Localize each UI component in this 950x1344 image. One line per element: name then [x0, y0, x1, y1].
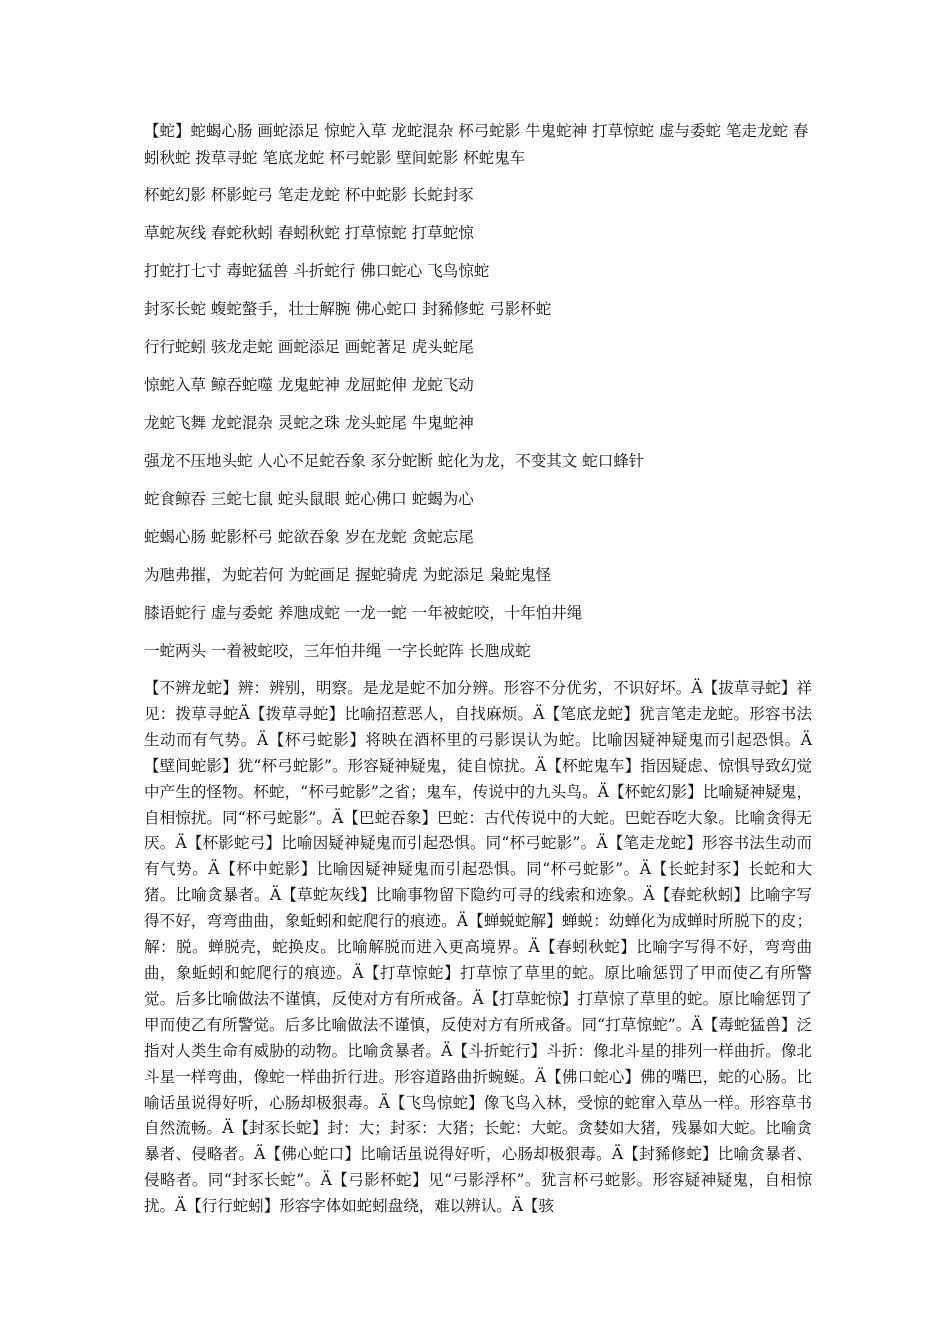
intro-paragraph: 【蛇】蛇蝎心肠 画蛇添足 惊蛇入草 龙蛇混杂 杯弓蛇影 牛鬼蛇神 打草惊蛇 虚与委蛇 笔走龙蛇 春蚓秋蛇 拨草寻蛇 笔底龙蛇 杯弓蛇影 壁间蛇影 杯蛇鬼车 [144, 122, 809, 167]
idiom-list-line-10: 蛇蝎心肠 蛇影杯弓 蛇欲吞象 岁在龙蛇 贪蛇忘尾 [144, 528, 474, 546]
idiom-list-line-2: 草蛇灰线 春蛇秋蚓 春蚓秋蛇 打草惊蛇 打草蛇惊 [144, 224, 474, 242]
idiom-list-line-13: 一蛇两头 一着被蛇咬，三年怕井绳 一字长蛇阵 长虺成蛇 [144, 642, 531, 660]
idiom-list-line-11: 为虺弗摧，为蛇若何 为蛇画足 握蛇骑虎 为蛇添足 枭蛇鬼怪 [144, 566, 552, 584]
idiom-list-line-9: 蛇食鲸吞 三蛇七鼠 蛇头鼠眼 蛇心佛口 蛇蝎为心 [144, 490, 474, 508]
document-page [144, 118, 812, 1220]
idiom-list-line-6: 惊蛇入草 鲸吞蛇噬 龙鬼蛇神 龙屈蛇伸 龙蛇飞动 [144, 376, 474, 394]
idiom-list-line-1: 杯蛇幻影 杯影蛇弓 笔走龙蛇 杯中蛇影 长蛇封豕 [144, 186, 474, 204]
idiom-list-line-7: 龙蛇飞舞 龙蛇混杂 灵蛇之珠 龙头蛇尾 牛鬼蛇神 [144, 414, 474, 432]
idiom-list-line-8: 强龙不压地头蛇 人心不足蛇吞象 豕分蛇断 蛇化为龙，不变其文 蛇口蜂针 [144, 452, 645, 470]
definitions-paragraph: 【不辨龙蛇】辨：辨别，明察。是龙是蛇不加分辨。形容不分优劣，不识好坏。Ä【拔草寻蛇】祥见：拨草寻蛇Ä【拨草寻蛇】比喻招惹恶人，自找麻烦。Ä【笔底龙蛇】犹言笔走龙蛇。形容书法生动而有气势。Ä【杯弓蛇影】将映在酒杯里的弓影误认为蛇。比喻因疑神疑鬼而引起恐惧。Ä【壁间蛇影】犹“杯弓蛇影”。形容疑神疑鬼，徒自惊扰。Ä【杯蛇鬼车】指因疑虑、惊惧导致幻觉中产生的怪物。杯蛇，“杯弓蛇影”之省；鬼车，传说中的九头鸟。Ä【杯蛇幻影】比喻疑神疑鬼，自相惊扰。同“杯弓蛇影”。Ä【巴蛇吞象】巴蛇：古代传说中的大蛇。巴蛇吞吃大象。比喻贪得无厌。Ä【杯影蛇弓】比喻因疑神疑鬼而引起恐惧。同“杯弓蛇影”。Ä【笔走龙蛇】形容书法生动而有气势。Ä【杯中蛇影】比喻因疑神疑鬼而引起恐惧。同“杯弓蛇影”。Ä【长蛇封豕】长蛇和大猪。比喻贪暴者。Ä【草蛇灰线】比喻事物留下隐约可寻的线索和迹象。Ä【春蛇秋蚓】比喻字写得不好，弯弯曲曲，象蚯蚓和蛇爬行的痕迹。Ä【蝉蜕蛇解】蝉蜕：幼蝉化为成蝉时所脱下的皮；解：脱。蝉脱壳，蛇换皮。比喻解脱而进入更高境界。Ä【春蚓秋蛇】比喻字写得不好，弯弯曲曲，象蚯蚓和蛇爬行的痕迹。Ä【打草惊蛇】打草惊了草里的蛇。原比喻惩罚了甲而使乙有所警觉。后多比喻做法不谨慎，反使对方有所戒备。Ä【打草蛇惊】打草惊了草里的蛇。原比喻惩罚了甲而使乙有所警觉。后多比喻做法不谨慎，反使对方有所戒备。同“打草惊蛇”。Ä【毒蛇猛兽】泛指对人类生命有威胁的动物。比喻贪暴者。Ä【斗折蛇行】斗折：像北斗星的排列一样曲折。像北斗星一样弯曲，像蛇一样曲折行进。形容道路曲折蜿蜒。Ä【佛口蛇心】佛的嘴巴，蛇的心肠。比喻话虽说得好听，心肠却极狠毒。Ä【飞鸟惊蛇】像飞鸟入林，受惊的蛇窜入草丛一样。形容草书自然流畅。Ä【封豕长蛇】封：大；封豕：大猪；长蛇：大蛇。贪婪如大猪，残暴如大蛇。比喻贪暴者、侵略者。Ä【佛心蛇口】比喻话虽说得好听，心肠却极狠毒。Ä【封豨修蛇】比喻贪暴者、侵略者。同“封豕长蛇”。Ä【弓影杯蛇】见“弓影浮杯”。犹言杯弓蛇影。形容疑神疑鬼，自相惊扰。Ä【行行蛇蚓】形容字体如蛇蚓盘绕，难以辨认。Ä【骇 [144, 679, 812, 1216]
idiom-list-line-12: 膝语蛇行 虚与委蛇 养虺成蛇 一龙一蛇 一年被蛇咬，十年怕井绳 [144, 604, 583, 622]
idiom-list-line-3: 打蛇打七寸 毒蛇猛兽 斗折蛇行 佛口蛇心 飞鸟惊蛇 [144, 262, 490, 280]
idiom-list-line-4: 封豕长蛇 蝮蛇螫手，壮士解腕 佛心蛇口 封豨修蛇 弓影杯蛇 [144, 300, 552, 318]
idiom-list-line-5: 行行蛇蚓 骇龙走蛇 画蛇添足 画蛇著足 虎头蛇尾 [144, 338, 474, 356]
